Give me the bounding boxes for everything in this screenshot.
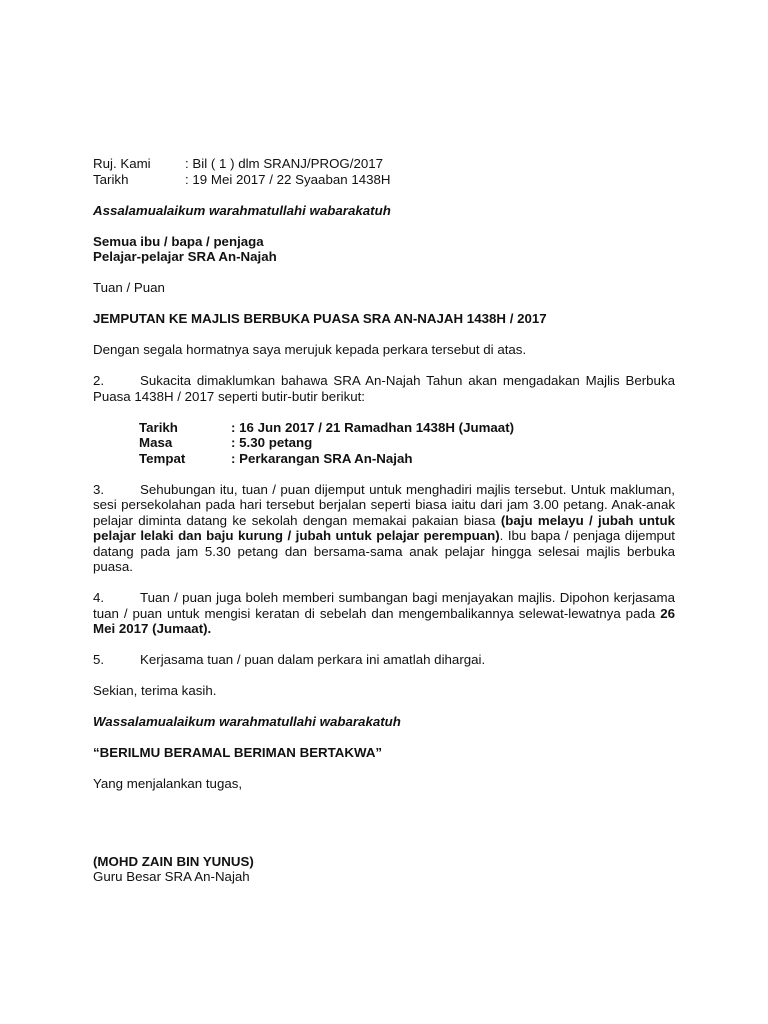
paragraph-3 xyxy=(93,482,675,575)
date-label: Tarikh xyxy=(93,171,129,187)
reference-label: Ruj. Kami xyxy=(93,156,151,171)
detail-label: Tarikh xyxy=(139,419,178,435)
reference-value: : Bil ( 1 ) dlm SRANJ/PROG/2017 xyxy=(185,156,384,171)
detail-label: Masa xyxy=(139,435,173,450)
letter-page xyxy=(93,156,675,885)
detail-value: : 5.30 petang xyxy=(231,435,313,450)
paragraph-text: Kerjasama tuan / puan dalam perkara ini amatlah dihargai. xyxy=(140,652,486,667)
paragraph-number: 5. xyxy=(93,652,105,667)
paragraph-number: 3. xyxy=(93,481,105,497)
detail-label: Tempat xyxy=(139,450,186,466)
detail-value: : 16 Jun 2017 / 21 Ramadhan 1438H (Jumaat) xyxy=(231,419,515,435)
paragraph-number: 2. xyxy=(93,373,105,388)
paragraph-2 xyxy=(93,373,675,404)
date-value: : 19 Mei 2017 / 22 Syaaban 1438H xyxy=(185,171,391,187)
paragraph-text: . Ibu bapa / penjaga dijemput datang pada jam 5.30 petang dan bersama-sama anak pelajar hingga selesai majlis berbuka puasa. xyxy=(93,528,676,574)
paragraph-text: Tuan / puan juga boleh memberi sumbangan bagi menjayakan majlis. Dipohon kerjasama tuan / puan untuk mengisi keratan di sebelah dan mengembalikannya selewat-lewatnya pada xyxy=(93,590,675,621)
paragraph-4 xyxy=(93,590,675,637)
reference-line xyxy=(93,156,675,172)
paragraph-number: 4. xyxy=(93,590,105,605)
detail-value: : Perkarangan SRA An-Najah xyxy=(231,450,413,466)
paragraph-text: Sukacita dimaklumkan bahawa SRA An-Najah Tahun akan mengadakan Majlis Berbuka Puasa 1438H / 2017 seperti butir-butir berikut: xyxy=(93,373,675,404)
date-line xyxy=(93,172,675,188)
paragraph-5 xyxy=(93,652,675,668)
farewell: Wassalamualaikum warahmatullahi wabarakatuh xyxy=(93,714,401,729)
detail-row xyxy=(139,420,675,436)
greeting: Assalamualaikum warahmatullahi wabarakatuh xyxy=(93,202,391,218)
signatory-name: (MOHD ZAIN BIN YUNUS) xyxy=(93,853,254,869)
salutation: Tuan / Puan xyxy=(93,280,165,295)
intro-paragraph: Dengan segala hormatnya saya merujuk kepada perkara tersebut di atas. xyxy=(93,342,527,357)
recipient-line-1: Semua ibu / bapa / penjaga xyxy=(93,233,264,249)
paragraph-text-bold: 26 Mei 2017 (Jumaat). xyxy=(93,605,675,636)
paragraph-text-bold: (baju melayu / jubah untuk pelajar lelaki dan baju kurung / jubah untuk pelajar perempuan) xyxy=(93,512,675,543)
signoff: Yang menjalankan tugas, xyxy=(93,776,243,791)
detail-row xyxy=(139,435,675,451)
detail-row xyxy=(139,451,675,467)
signatory-title: Guru Besar SRA An-Najah xyxy=(93,869,250,884)
paragraph-text: Sehubungan itu, tuan / puan dijemput untuk menghadiri majlis tersebut. Untuk makluman, sesi persekolahan pada hari tersebut berjalan seperti biasa iaitu dari jam 3.00 petang. Anak-anak pelajar diminta datang ke sekolah dengan memakai pakaian biasa xyxy=(93,481,675,528)
subject-heading: JEMPUTAN KE MAJLIS BERBUKA PUASA SRA AN-NAJAH 1438H / 2017 xyxy=(93,311,547,326)
recipient-line-2: Pelajar-pelajar SRA An-Najah xyxy=(93,249,277,264)
motto: “BERILMU BERAMAL BERIMAN BERTAKWA” xyxy=(93,745,383,760)
closing: Sekian, terima kasih. xyxy=(93,683,217,698)
event-details xyxy=(139,420,675,467)
